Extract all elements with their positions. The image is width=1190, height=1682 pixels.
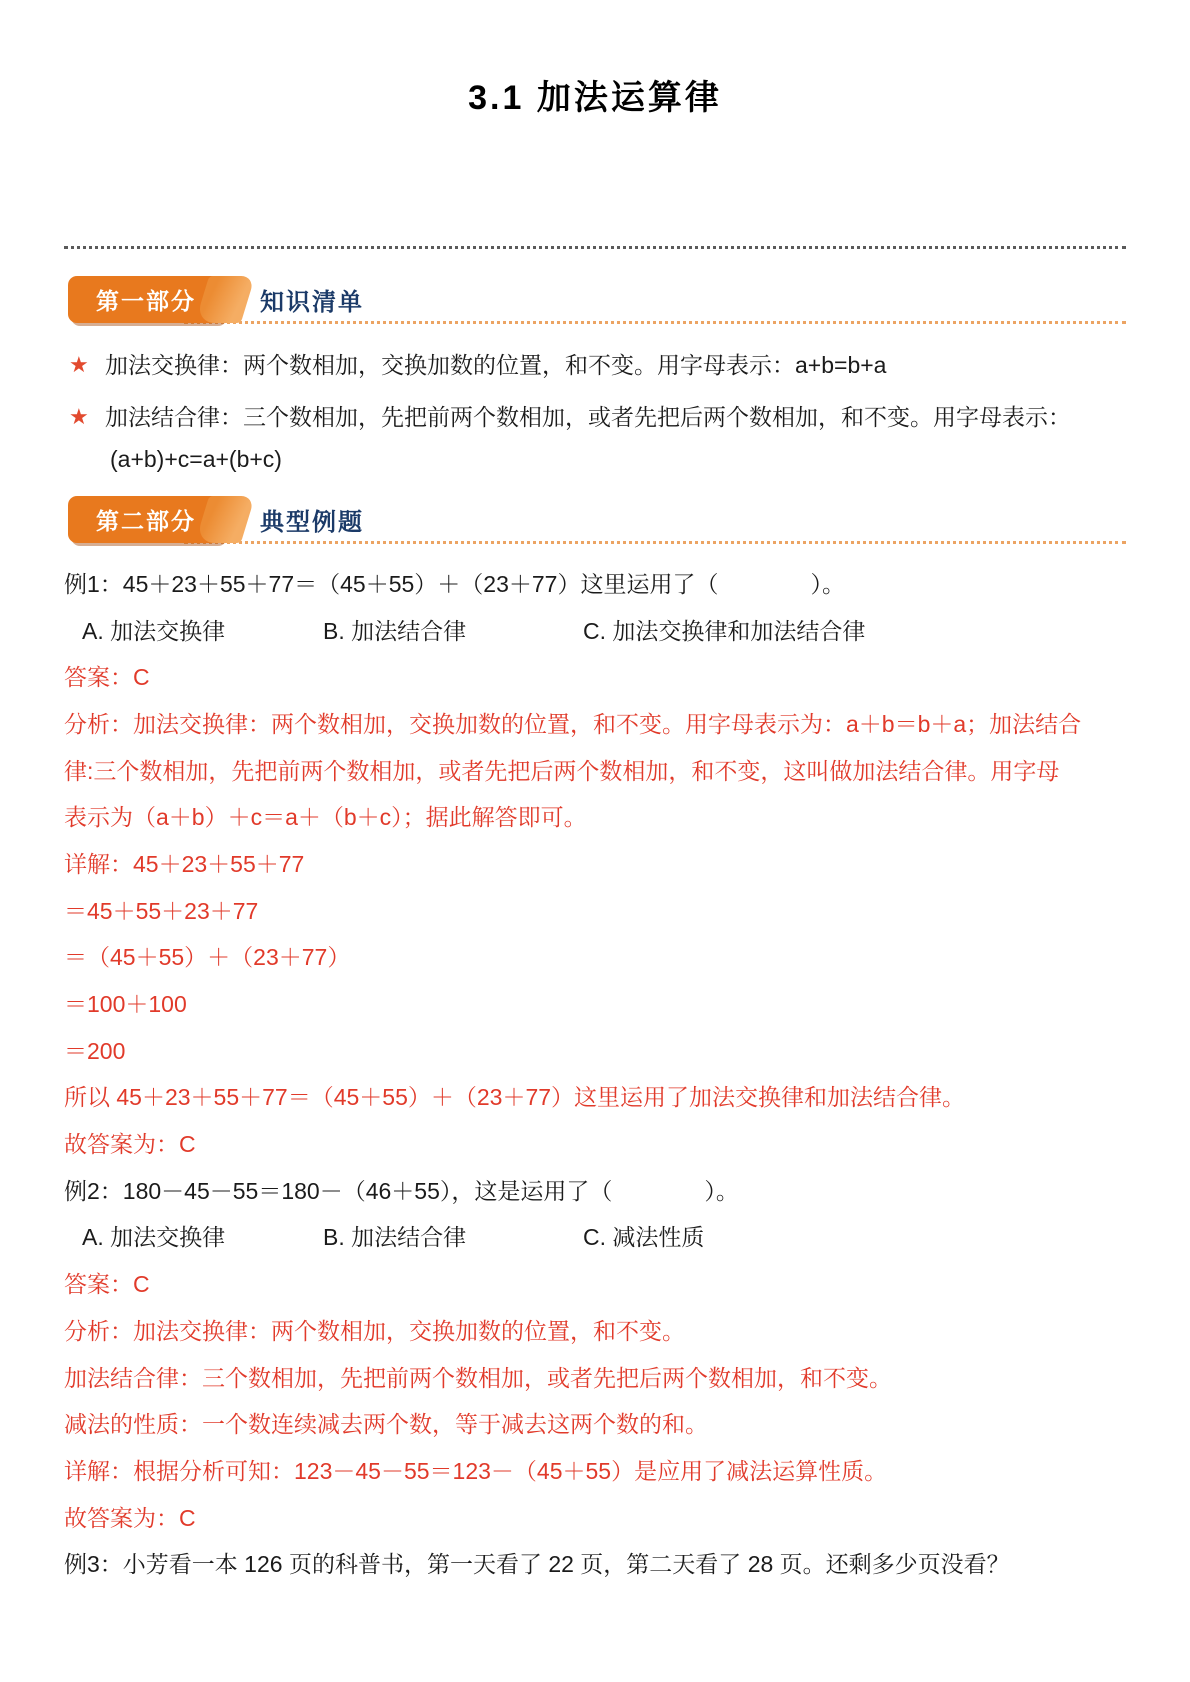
example1-analysis-line3: 表示为（a＋b）＋c＝a＋（b＋c）；据此解答即可。 <box>64 804 587 831</box>
example1-detail: 详解：45＋23＋55＋77 <box>64 850 305 877</box>
part2-badge-tail <box>195 496 255 543</box>
example2-answer: 答案：C <box>64 1271 150 1298</box>
example2-analysis-line2: 加法结合律：三个数相加，先把前两个数相加，或者先把后两个数相加，和不变。 <box>64 1364 892 1391</box>
example2-option-b: B. 加法结合律 <box>323 1224 467 1251</box>
knowledge-item-1-text: 加法交换律：两个数相加，交换加数的位置，和不变。用字母表示：a+b=b+a <box>105 352 887 378</box>
section-part1-header <box>64 274 1126 326</box>
example2-detail: 详解：根据分析可知：123－45－55＝123－（45＋55）是应用了减法运算性质。 <box>64 1457 888 1484</box>
example1-step3: ＝100＋100 <box>64 991 187 1018</box>
knowledge-item-2-text: 加法结合律：三个数相加，先把前两个数相加，或者先把后两个数相加，和不变。用字母表示： <box>105 404 1071 430</box>
example2-options <box>64 1213 1126 1260</box>
part1-badge-tail <box>195 276 255 323</box>
example1-step2: ＝（45＋55）＋（23＋77） <box>64 944 351 971</box>
knowledge-item-1 <box>64 351 1126 379</box>
top-dotted-divider <box>64 246 1126 249</box>
part2-badge <box>68 496 224 543</box>
knowledge-item-2-formula: (a+b)+c=a+(b+c) <box>110 446 282 472</box>
page-title: 3.1 加法运算律 <box>468 79 722 117</box>
example1-option-a: A. 加法交换律 <box>82 617 226 644</box>
example2-analysis-line3: 减法的性质：一个数连续减去两个数，等于减去这两个数的和。 <box>64 1411 708 1438</box>
example2-option-a: A. 加法交换律 <box>82 1224 226 1251</box>
example1-conclusion: 所以 45＋23＋55＋77＝（45＋55）＋（23＋77）这里运用了加法交换律和加法结合律。 <box>64 1084 966 1111</box>
example3-question: 例3：小芳看一本 126 页的科普书，第一天看了 22 页，第二天看了 28 页。还剩多少页没看？ <box>64 1551 1010 1578</box>
star-icon: ★ <box>69 352 89 377</box>
part2-badge-label: 第二部分 <box>96 508 196 534</box>
example1-step4: ＝200 <box>64 1037 126 1064</box>
part1-badge-label: 第一部分 <box>96 288 196 314</box>
knowledge-item-2 <box>64 403 1126 431</box>
example1-analysis-line1: 分析：加法交换律：两个数相加，交换加数的位置，和不变。用字母表示为：a＋b＝b＋a；加法结合 <box>64 710 1082 737</box>
example1-final-answer: 故答案为：C <box>64 1131 196 1158</box>
example1-question: 例1：45＋23＋55＋77＝（45＋55）＋（23＋77）这里运用了（ ）。 <box>64 570 845 597</box>
part1-heading: 知识清单 <box>260 289 364 316</box>
example1-answer: 答案：C <box>64 664 150 691</box>
example2-question: 例2：180－45－55＝180－（46＋55），这是运用了（ ）。 <box>64 1177 739 1204</box>
part2-heading: 典型例题 <box>260 509 364 536</box>
examples-content <box>64 559 1126 1586</box>
example2-option-c: C. 减法性质 <box>583 1224 705 1251</box>
part1-badge <box>68 276 224 323</box>
example1-option-c: C. 加法交换律和加法结合律 <box>583 617 866 644</box>
example1-option-b: B. 加法结合律 <box>323 617 467 644</box>
example1-step1: ＝45＋55＋23＋77 <box>64 897 259 924</box>
section-part2-header <box>64 494 1126 546</box>
example1-analysis-line2: 律:三个数相加，先把前两个数相加，或者先把后两个数相加，和不变，这叫做加法结合律。用字母 <box>64 757 1060 784</box>
star-icon: ★ <box>69 404 89 429</box>
example1-options <box>64 606 1126 653</box>
example2-final-answer: 故答案为：C <box>64 1504 196 1531</box>
example2-analysis-line1: 分析：加法交换律：两个数相加，交换加数的位置，和不变。 <box>64 1317 685 1344</box>
